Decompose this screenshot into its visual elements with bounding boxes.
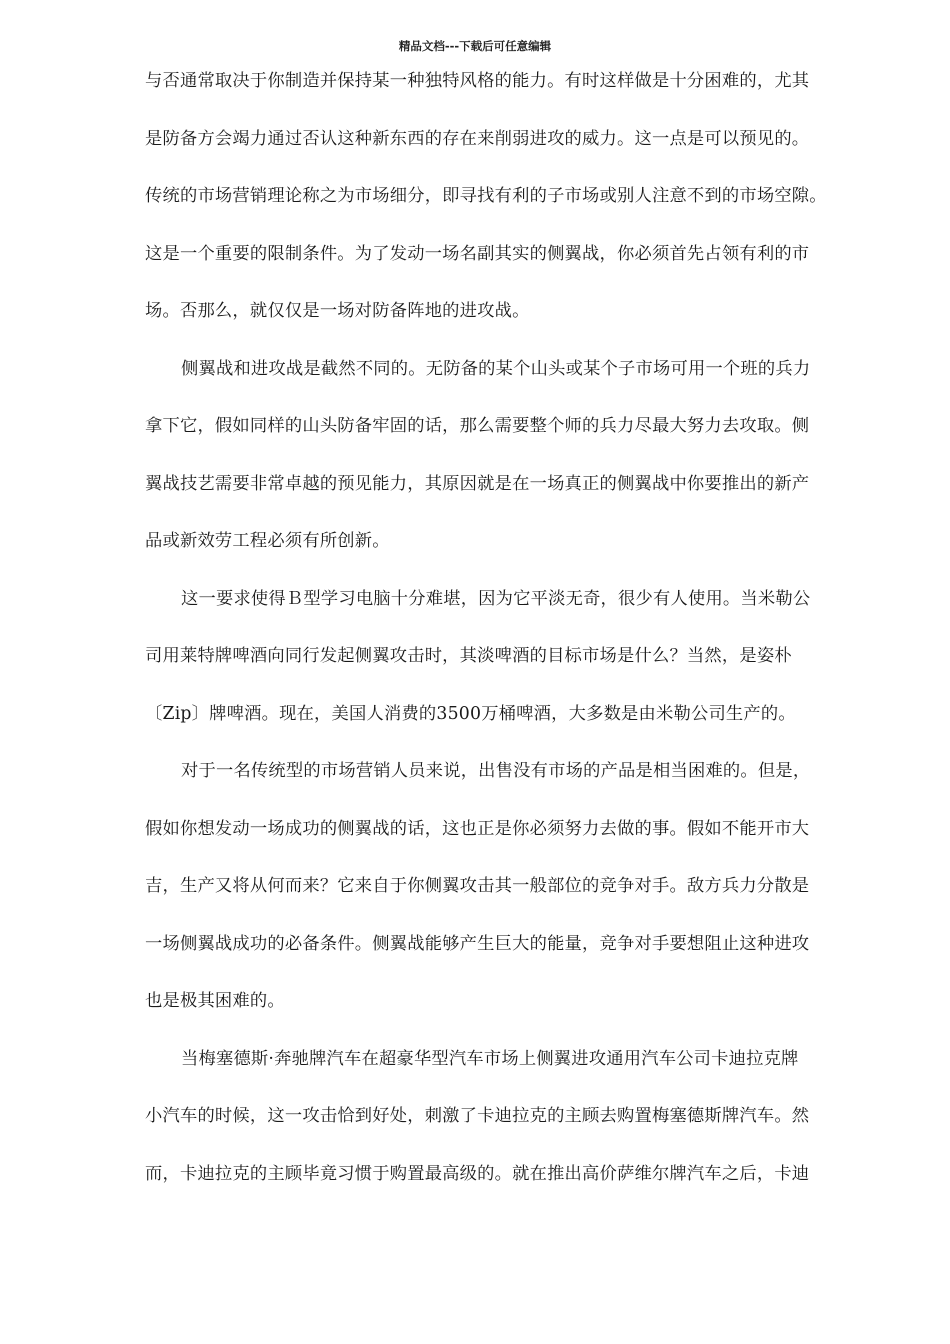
text-line: 假如你想发动一场成功的侧翼战的话，这也正是你必须努力去做的事。假如不能开市大 <box>145 818 810 839</box>
text-line: 侧翼战和进攻战是截然不同的。无防备的某个山头或某个子市场可用一个班的兵力 <box>181 358 811 379</box>
text-line: 也是极其困难的。 <box>145 991 285 1011</box>
text-line: 传统的市场营销理论称之为市场细分，即寻找有利的子市场或别人注意不到的市场空隙。 <box>145 186 827 206</box>
text-line: 场。否那么，就仅仅是一场对防备阵地的进攻战。 <box>145 301 530 321</box>
text-line: 〔Zip〕牌啤酒。现在，美国人消费的3500万桶啤酒，大多数是由米勒公司生产的。 <box>145 703 796 724</box>
text-line: 拿下它，假如同样的山头防备牢固的话，那么需要整个师的兵力尽最大努力去攻取。侧 <box>145 416 810 436</box>
text-line: 而，卡迪拉克的主顾毕竟习惯于购置最高级的。就在推出高价萨维尔牌汽车之后，卡迪 <box>145 1163 810 1184</box>
text-line: 小汽车的时候，这一攻击恰到好处，刺激了卡迪拉克的主顾去购置梅塞德斯牌汽车。然 <box>145 1106 810 1126</box>
text-line: 当梅塞德斯·奔驰牌汽车在超豪华型汽车市场上侧翼进攻通用汽车公司卡迪拉克牌 <box>181 1048 799 1069</box>
page-header: 精品文档---下载后可任意编辑 <box>398 39 552 53</box>
text-line: 这一要求使得Ｂ型学习电脑十分难堪，因为它平淡无奇，很少有人使用。当米勒公 <box>181 588 811 609</box>
text-line: 司用莱特牌啤酒向同行发起侧翼攻击时，其淡啤酒的目标市场是什么？当然，是姿朴 <box>145 646 792 666</box>
text-line: 一场侧翼战成功的必备条件。侧翼战能够产生巨大的能量，竞争对手要想阻止这种进攻 <box>145 933 810 954</box>
text-line: 吉，生产又将从何而来？它来自于你侧翼攻击其一般部位的竞争对手。敌方兵力分散是 <box>145 876 810 896</box>
text-line: 是防备方会竭力通过否认这种新东西的存在来削弱进攻的威力。这一点是可以预见的。 <box>145 128 810 149</box>
text-line: 品或新效劳工程必须有所创新。 <box>145 531 390 551</box>
text-line: 对于一名传统型的市场营销人员来说，出售没有市场的产品是相当困难的。但是， <box>181 761 811 781</box>
document-body <box>145 64 875 1214</box>
text-line: 翼战技艺需要非常卓越的预见能力，其原因就是在一场真正的侧翼战中你要推出的新产 <box>145 473 810 494</box>
text-line: 与否通常取决于你制造并保持某一种独特风格的能力。有时这样做是十分困难的，尤其 <box>145 71 810 91</box>
text-line: 这是一个重要的限制条件。为了发动一场名副其实的侧翼战，你必须首先占领有利的市 <box>145 243 810 264</box>
